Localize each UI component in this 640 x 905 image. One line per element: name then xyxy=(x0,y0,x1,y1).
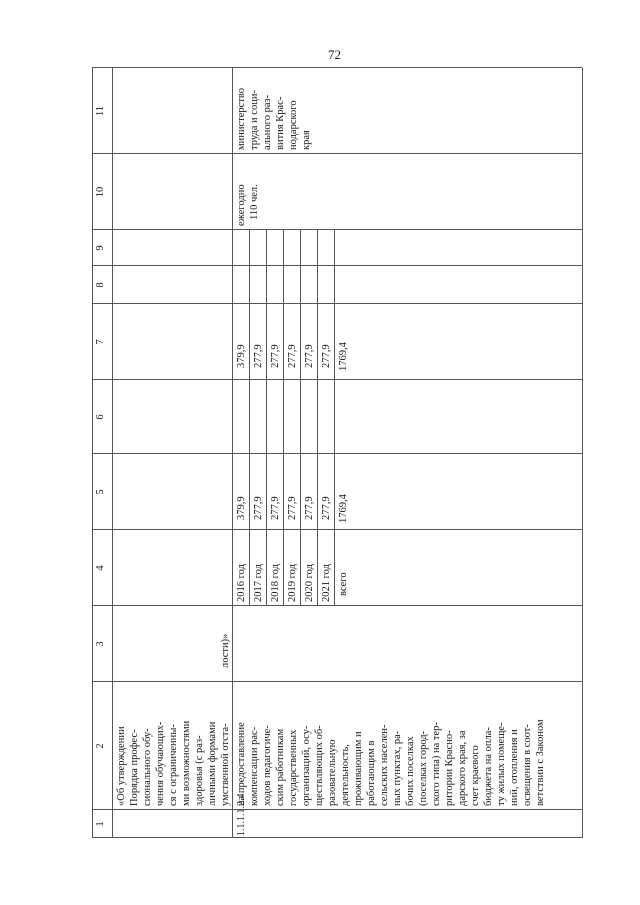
value-cell: 277,9 xyxy=(287,496,298,520)
col-header-2: 2 xyxy=(95,743,106,749)
table-border-bottom xyxy=(582,68,583,838)
col-divider xyxy=(92,265,582,266)
col-header-10: 10 xyxy=(95,186,106,198)
col-divider xyxy=(92,229,582,230)
value-cell: 277,9 xyxy=(321,496,332,520)
value-cell: 379,9 xyxy=(236,344,247,368)
frequency-text: ежегодно xyxy=(236,184,247,226)
value-cell: 277,9 xyxy=(287,344,298,368)
col-divider xyxy=(92,303,582,304)
col-divider xyxy=(92,379,582,380)
col-header-11: 11 xyxy=(95,105,106,117)
table-border-left xyxy=(92,837,582,838)
col-header-8: 8 xyxy=(95,282,106,288)
row1-description-tail: лости)» xyxy=(220,633,231,668)
col-divider xyxy=(92,681,582,682)
year-line xyxy=(283,230,284,606)
page-number: 72 xyxy=(328,47,341,62)
year-line xyxy=(300,230,301,606)
col-divider xyxy=(92,605,582,606)
col-header-7: 7 xyxy=(95,339,106,345)
col-header-4: 4 xyxy=(95,565,106,571)
value-cell: 277,9 xyxy=(253,344,264,368)
value-cell: 277,9 xyxy=(321,344,332,368)
col-header-3: 3 xyxy=(95,641,106,647)
year-line xyxy=(317,230,318,606)
value-cell: 277,9 xyxy=(304,496,315,520)
col-header-9: 9 xyxy=(95,245,106,251)
rotated-table: 1 2 3 4 5 6 7 8 9 10 11 «Об утверждении Порядка профес- сионального обу- чения обучающих- ся с ограниченны- ми возможностями здоровья (с раз- личными формами умственной отста- лости)» 1.1.1.1.2.4 на предоставление компенсации рас- ходов педагогиче- ским работникам государственных организаций, осу- ществляющих об- разовательную деятельность, проживающим и работающим в сельских населен- ных пунктах, ра- бочих поселках (поселках город- ского типа) на тер- ритории Красно- дарского края, за счет краевого бюджета на опла- ту жилых помеще- ний, отопления и освещения в соот- ветствии с Законом 2016 год 2017 год 2018 год 2019 год 2020 год 2021 год всего 379,9 277,9 277,9 277,9 277,9 277,9 1769,4 379,9 277,9 277,9 277,9 277,9 277,9 1769,4 ежегодно 110 чел. министерство труда и соци- ального раз- вития Крас- нодарского края xyxy=(92,68,582,838)
table-border-right xyxy=(92,67,582,68)
value-cell: 277,9 xyxy=(270,344,281,368)
year-cell: 2017 год xyxy=(253,564,264,602)
value-cell: 277,9 xyxy=(253,496,264,520)
year-cell: 2020 год xyxy=(304,564,315,602)
year-cell: 2018 год xyxy=(270,564,281,602)
year-cell: 2016 год xyxy=(236,564,247,602)
people-count-text: 110 чел. xyxy=(249,184,260,220)
col-header-6: 6 xyxy=(95,414,106,420)
value-cell: 379,9 xyxy=(236,496,247,520)
col-divider xyxy=(92,453,582,454)
col-divider xyxy=(92,809,582,810)
year-line xyxy=(334,230,335,606)
value-cell-total: 1769,4 xyxy=(338,342,349,371)
col-divider xyxy=(92,529,582,530)
col-header-5: 5 xyxy=(95,489,106,495)
value-cell-total: 1769,4 xyxy=(338,494,349,523)
col-header-1: 1 xyxy=(95,821,106,827)
year-cell: 2019 год xyxy=(287,564,298,602)
year-line xyxy=(249,230,250,606)
value-cell: 277,9 xyxy=(270,496,281,520)
year-cell: 2021 год xyxy=(321,564,332,602)
value-cell: 277,9 xyxy=(304,344,315,368)
year-cell-total: всего xyxy=(338,572,349,596)
col-divider xyxy=(92,153,582,154)
year-line xyxy=(266,230,267,606)
row2-number: 1.1.1.1.2.4 xyxy=(236,793,247,836)
